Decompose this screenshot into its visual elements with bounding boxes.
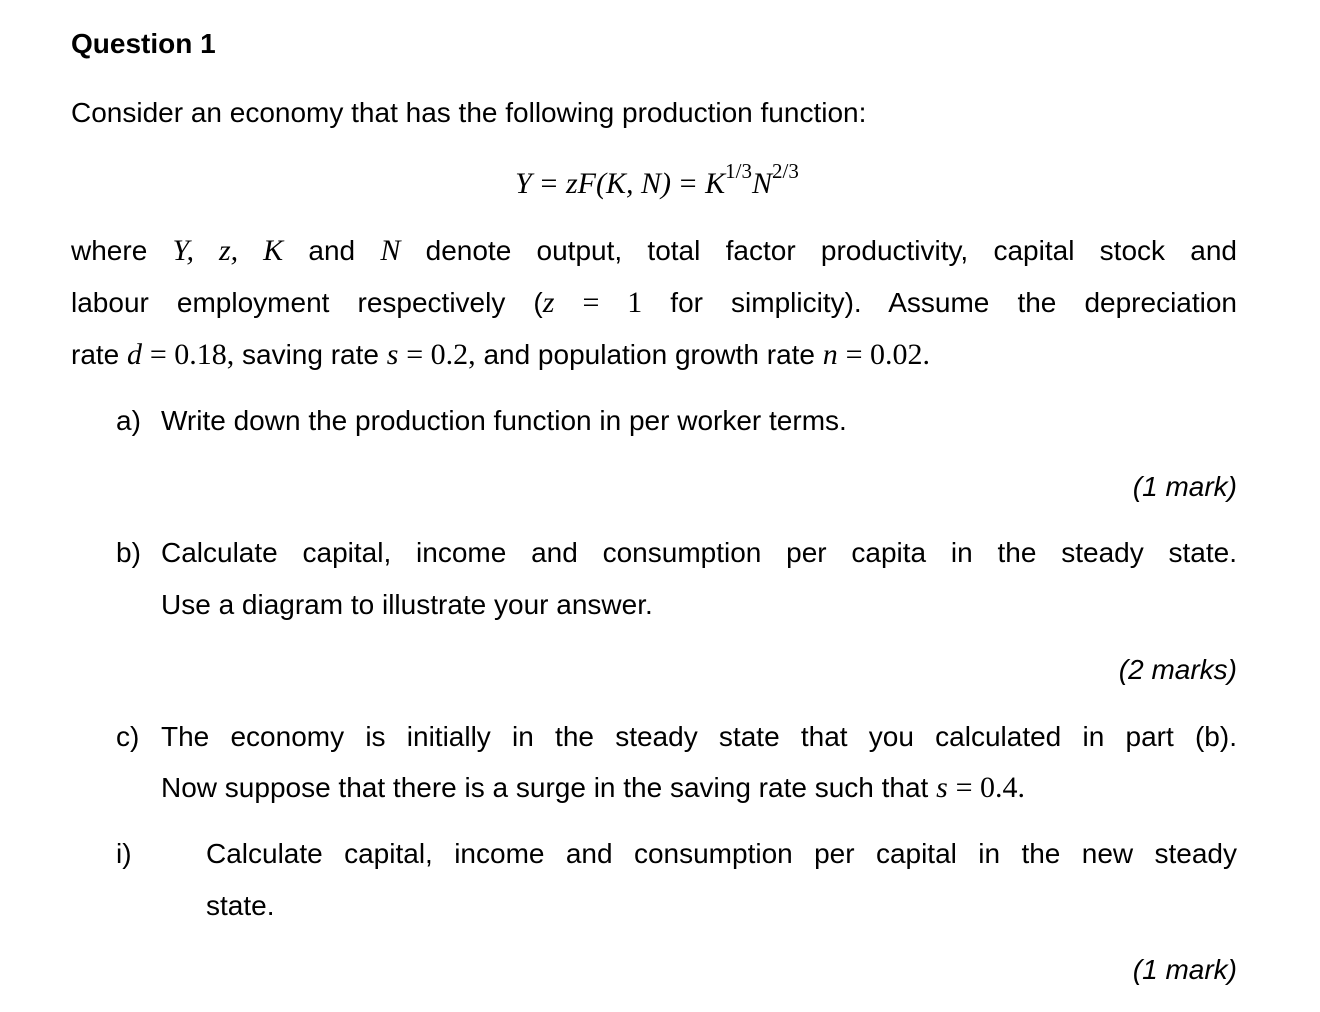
part-b-line-2: Use a diagram to illustrate your answer.	[161, 589, 653, 620]
part-a-marks: (1 mark)	[1132, 471, 1237, 502]
part-c-saving-var: s	[936, 771, 948, 804]
production-function-equation	[0, 159, 1320, 209]
part-b-line-1: Calculate capital, income and consumption per capita in the steady state.	[161, 537, 1237, 568]
where-vars: Y, z, K	[172, 234, 284, 267]
eq-n: N	[752, 167, 773, 200]
where2-eq: = 1	[582, 286, 643, 319]
depreciation-var: d	[127, 338, 143, 371]
saving-var: s	[386, 338, 399, 371]
eq-equals-2: =	[679, 167, 697, 200]
where-line-1	[71, 234, 1237, 268]
where-word: where	[71, 235, 148, 266]
intro-text: Consider an economy that has the following production function:	[71, 97, 867, 128]
eq-equals-1: =	[540, 167, 558, 200]
eq-n-exponent: 2/3	[772, 159, 799, 183]
saving-value: = 0.2,	[406, 338, 476, 371]
question-title: Question 1	[71, 28, 216, 59]
part-ci-line-1: Calculate capital, income and consumption per capital in the new steady	[206, 838, 1237, 869]
where-desc: denote output, total factor productivity, capital stock and	[425, 235, 1238, 266]
part-a-text: Write down the production function in per worker terms.	[161, 405, 847, 436]
eq-zf: zF	[565, 167, 596, 200]
part-a-label: a)	[116, 405, 141, 436]
eq-k: K	[705, 167, 726, 200]
part-ci-marks: (1 mark)	[1132, 954, 1237, 985]
part-c-saving-value: = 0.4.	[955, 771, 1026, 804]
where-and: and	[308, 235, 356, 266]
where-var-n: N	[380, 234, 401, 267]
eq-args: (K, N)	[595, 167, 671, 200]
rate-word: rate	[71, 339, 120, 370]
part-c-line-1: The economy is initially in the steady state that you calculated in part (b).	[161, 721, 1237, 752]
saving-rate-label: saving rate	[242, 339, 379, 370]
where-line-3	[71, 338, 930, 372]
population-var: n	[822, 338, 838, 371]
eq-lhs: Y	[515, 167, 532, 200]
where2-z: z	[542, 286, 555, 319]
part-ci-line-2: state.	[206, 890, 275, 921]
depreciation-value: = 0.18,	[149, 338, 235, 371]
population-growth-label: and population growth rate	[483, 339, 816, 370]
where-line-2	[71, 286, 1237, 320]
part-b-label: b)	[116, 537, 141, 568]
population-value: = 0.02.	[845, 338, 930, 371]
part-c-label: c)	[116, 721, 140, 752]
part-c-line-2	[161, 771, 1025, 805]
eq-k-exponent: 1/3	[725, 159, 753, 183]
part-c-line-2-text: Now suppose that there is a surge in the saving rate such that	[161, 772, 929, 803]
where2-text2: for simplicity). Assume the depreciation	[670, 287, 1238, 318]
where2-text1: labour employment respectively (	[71, 287, 543, 318]
part-ci-label: i)	[116, 838, 132, 869]
part-b-marks: (2 marks)	[1118, 654, 1237, 685]
